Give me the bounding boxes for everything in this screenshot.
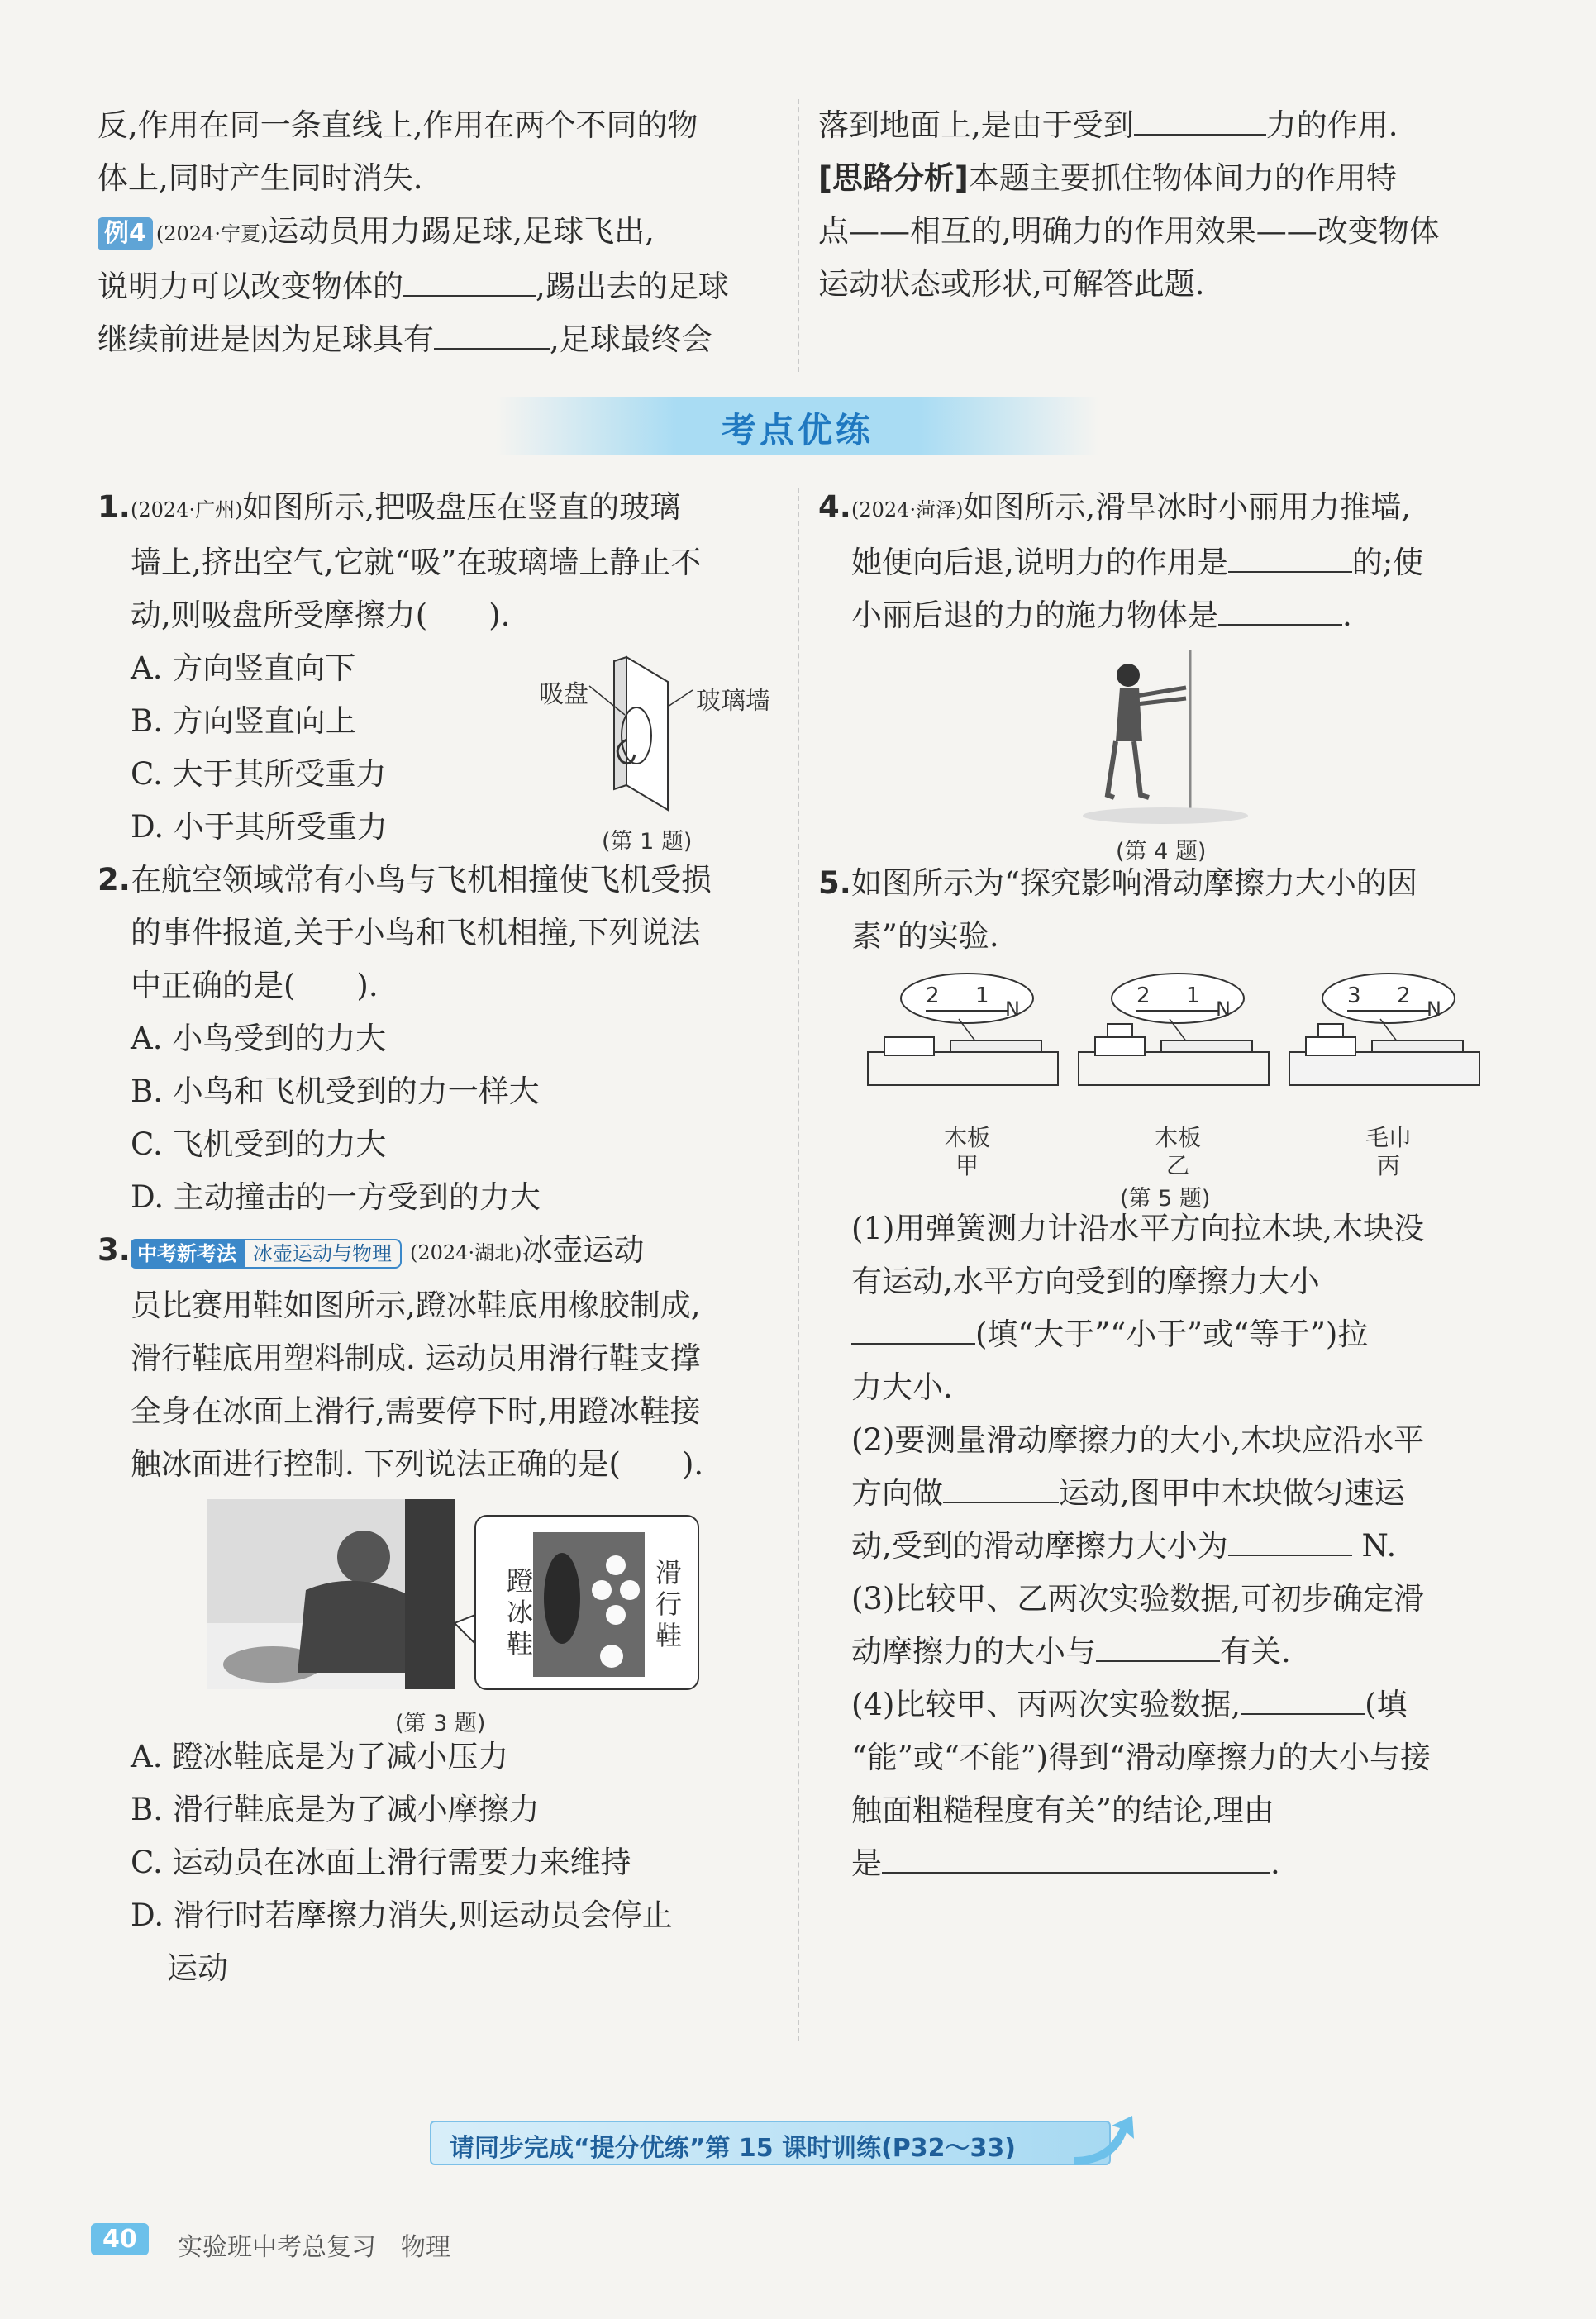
arrow-icon bbox=[1074, 2116, 1141, 2169]
text-line: 触冰面进行控制. 下列说法正确的是( ). bbox=[131, 1446, 704, 1482]
text-line: 有运动,水平方向受到的摩擦力大小 bbox=[851, 1264, 1320, 1299]
text: 她便向后退,说明力的作用是 bbox=[851, 545, 1228, 580]
topic-tag: 冰壶运动与物理 bbox=[243, 1239, 402, 1269]
example-badge: 例4 bbox=[98, 217, 153, 250]
example-4 bbox=[98, 205, 785, 260]
sync-practice-note bbox=[430, 2116, 1157, 2169]
text-line: (3)比较甲、乙两次实验数据,可初步确定滑 bbox=[851, 1581, 1425, 1617]
question-5 bbox=[818, 857, 1506, 1890]
page-number: 40 bbox=[91, 2223, 149, 2255]
curling-figure bbox=[131, 1491, 785, 1736]
text-line bbox=[851, 1679, 1506, 1731]
text: 运动,图甲中木块做匀速运 bbox=[1059, 1475, 1405, 1511]
question-number: 3. bbox=[98, 1232, 131, 1268]
book-title: 实验班中考总复习 物理 bbox=[178, 2233, 450, 2262]
text: 方向做 bbox=[851, 1475, 943, 1511]
text-line: (1)用弹簧测力计沿水平方向拉木块,木块没 bbox=[851, 1211, 1425, 1246]
text-line: “能”或“不能”)得到“滑动摩擦力的大小与接 bbox=[851, 1740, 1432, 1775]
text-line bbox=[851, 1467, 1506, 1520]
text: 说明力可以改变物体的 bbox=[98, 269, 403, 304]
scale-reading: 1 bbox=[975, 983, 989, 1008]
text-line bbox=[851, 1626, 1506, 1679]
text: ,踢出去的足球 bbox=[536, 269, 729, 304]
option-d[interactable]: D. 主动撞击的一方受到的力大 bbox=[131, 1179, 541, 1215]
text: (填“大于”“小于”或“等于”)拉 bbox=[975, 1317, 1369, 1352]
text: 在航空领域常有小鸟与飞机相撞使飞机受损 bbox=[131, 862, 712, 898]
text: 是 bbox=[851, 1845, 882, 1881]
setup-name: 乙 bbox=[1166, 1152, 1190, 1179]
surface-label: 木板 bbox=[944, 1124, 991, 1151]
option-d-continued: 运动 bbox=[167, 1950, 228, 1986]
text: 本题主要抓住物体间力的作用特 bbox=[968, 160, 1397, 196]
text-line: 运动状态或形状,可解答此题. bbox=[818, 266, 1205, 302]
option-c[interactable]: C. 大于其所受重力 bbox=[131, 756, 387, 792]
setup-name: 甲 bbox=[955, 1152, 979, 1179]
caption-q5: (第 5 题) bbox=[1120, 1186, 1211, 1212]
text: 动摩擦力的大小与 bbox=[851, 1634, 1096, 1669]
text-line: 的事件报道,关于小鸟和飞机相撞,下列说法 bbox=[131, 915, 701, 950]
scale-unit: N bbox=[1005, 998, 1020, 1021]
text: 继续前进是因为足球具有 bbox=[98, 321, 434, 357]
text: ,足球最终会 bbox=[550, 321, 712, 357]
text: 冰壶运动 bbox=[522, 1232, 645, 1268]
text-line: 触面粗糙程度有关”的结论,理由 bbox=[851, 1793, 1274, 1828]
question-4 bbox=[818, 481, 1506, 864]
text: 有关. bbox=[1220, 1634, 1291, 1669]
answer-blank[interactable] bbox=[943, 1474, 1059, 1503]
text-line bbox=[851, 536, 1506, 589]
source-tag: (2024·湖北) bbox=[410, 1241, 522, 1264]
text: 力的作用. bbox=[1265, 107, 1398, 143]
scale-unit: N bbox=[1427, 998, 1441, 1021]
answer-blank[interactable] bbox=[1228, 1526, 1352, 1556]
answer-blank[interactable] bbox=[851, 1315, 975, 1345]
text-line: 力大小. bbox=[851, 1369, 953, 1405]
option-a[interactable]: A. 小鸟受到的力大 bbox=[131, 1021, 387, 1056]
curling-photo bbox=[207, 1499, 703, 1698]
text: 运动员用力踢足球,足球飞出, bbox=[268, 213, 655, 249]
scale-reading: 2 bbox=[926, 983, 940, 1008]
scale-unit: N bbox=[1216, 998, 1231, 1021]
text: 小丽后退的力的施力物体是 bbox=[851, 598, 1218, 633]
top-left-block bbox=[98, 99, 785, 366]
new-method-tag: 中考新考法 bbox=[131, 1239, 243, 1269]
text-line bbox=[818, 99, 1506, 152]
analysis-label: [思路分析] bbox=[818, 160, 969, 196]
answer-blank[interactable] bbox=[403, 267, 536, 297]
source-tag: (2024·宁夏) bbox=[155, 222, 269, 245]
answer-blank[interactable] bbox=[1134, 106, 1266, 136]
text: N. bbox=[1351, 1528, 1397, 1564]
text-line bbox=[98, 313, 785, 366]
scale-reading: 1 bbox=[1186, 983, 1200, 1008]
text-line: 墙上,挤出空气,它就“吸”在玻璃墙上静止不 bbox=[131, 545, 702, 580]
question-number: 4. bbox=[818, 489, 851, 525]
label-push-shoe: 蹬冰鞋 bbox=[507, 1565, 534, 1659]
scale-reading: 2 bbox=[1397, 983, 1411, 1008]
option-b[interactable]: B. 小鸟和飞机受到的力一样大 bbox=[131, 1074, 540, 1109]
left-questions bbox=[98, 481, 785, 1995]
skater-illustration bbox=[1083, 650, 1248, 824]
text-line: 员比赛用鞋如图所示,蹬冰鞋底用橡胶制成, bbox=[131, 1288, 701, 1323]
skater-figure bbox=[851, 642, 1506, 864]
text-line bbox=[851, 1520, 1506, 1573]
text: (4)比较甲、丙两次实验数据, bbox=[851, 1687, 1241, 1722]
text-line: 体上,同时产生同时消失. bbox=[98, 160, 423, 196]
option-d[interactable]: D. 小于其所受重力 bbox=[131, 809, 388, 845]
surface-label: 毛巾 bbox=[1365, 1124, 1413, 1151]
source-tag: (2024·广州) bbox=[131, 498, 243, 521]
option-a[interactable]: A. 方向竖直向下 bbox=[131, 650, 356, 686]
text-line: 全身在冰面上滑行,需要停下时,用蹬冰鞋接 bbox=[131, 1393, 701, 1429]
text: 动,受到的滑动摩擦力大小为 bbox=[851, 1528, 1228, 1564]
option-c[interactable]: C. 飞机受到的力大 bbox=[131, 1126, 387, 1162]
text: . bbox=[1270, 1845, 1280, 1881]
friction-experiment-figure bbox=[851, 963, 1506, 1212]
source-tag: (2024·菏泽) bbox=[851, 498, 964, 521]
scale-reading: 2 bbox=[1136, 983, 1151, 1008]
top-right-block bbox=[818, 99, 1506, 311]
answer-blank[interactable] bbox=[1218, 596, 1342, 626]
text-line: 动,则吸盘所受摩擦力( ). bbox=[131, 598, 511, 633]
caption-q3: (第 3 题) bbox=[395, 1711, 486, 1736]
option-d[interactable]: D. 滑行时若摩擦力消失,则运动员会停止 bbox=[131, 1898, 673, 1933]
note-text: 请同步完成“提分优练”第 15 课时训练(P32～33) bbox=[450, 2134, 1016, 2163]
question-number: 2. bbox=[98, 862, 131, 898]
caption-q4: (第 4 题) bbox=[1116, 839, 1207, 864]
scale-reading: 3 bbox=[1347, 983, 1361, 1008]
text: 落到地面上,是由于受到 bbox=[818, 107, 1134, 143]
setup-name: 丙 bbox=[1377, 1152, 1401, 1179]
question-3 bbox=[98, 1224, 785, 1995]
answer-blank[interactable] bbox=[1241, 1685, 1365, 1715]
text-line bbox=[851, 589, 1506, 642]
text-line: 点——相互的,明确力的作用效果——改变物体 bbox=[818, 213, 1440, 249]
q1-options-area bbox=[131, 642, 785, 854]
text-line: 反,作用在同一条直线上,作用在两个不同的物 bbox=[98, 107, 698, 143]
text: . bbox=[1342, 598, 1352, 633]
label-slide-shoe: 滑行鞋 bbox=[655, 1557, 683, 1651]
text-line: (2)要测量滑动摩擦力的大小,木块应沿水平 bbox=[851, 1422, 1425, 1458]
section-banner bbox=[496, 397, 1099, 455]
text-line: 中正确的是( ). bbox=[131, 968, 379, 1003]
answer-blank[interactable] bbox=[1096, 1632, 1220, 1662]
text-line bbox=[851, 1308, 1506, 1361]
column-divider bbox=[798, 99, 799, 372]
option-b[interactable]: B. 方向竖直向上 bbox=[131, 703, 356, 739]
question-2 bbox=[98, 854, 785, 1224]
question-1 bbox=[98, 481, 785, 855]
text: 的;使 bbox=[1351, 545, 1424, 580]
answer-blank[interactable] bbox=[882, 1844, 1270, 1874]
text-line: 滑行鞋底用塑料制成. 运动员用滑行鞋支撑 bbox=[131, 1340, 701, 1376]
question-number: 5. bbox=[818, 865, 851, 901]
analysis bbox=[818, 152, 1506, 205]
option-c[interactable]: C. 运动员在冰面上滑行需要力来维持 bbox=[131, 1845, 631, 1880]
question-number: 1. bbox=[98, 489, 131, 525]
option-b[interactable]: B. 滑行鞋底是为了减小摩擦力 bbox=[131, 1792, 540, 1827]
text-line: 素”的实验. bbox=[851, 918, 999, 954]
surface-label: 木板 bbox=[1155, 1124, 1202, 1151]
text-line bbox=[98, 260, 785, 313]
caption-q1: (第 1 题) bbox=[602, 829, 693, 855]
section-title: 考点优练 bbox=[721, 410, 874, 450]
text: 如图所示,把吸盘压在竖直的玻璃 bbox=[242, 489, 681, 525]
answer-blank[interactable] bbox=[434, 320, 550, 350]
option-a[interactable]: A. 蹬冰鞋底是为了减小压力 bbox=[131, 1739, 509, 1774]
right-questions bbox=[818, 481, 1506, 1890]
answer-blank[interactable] bbox=[1228, 543, 1352, 573]
text: (填 bbox=[1365, 1687, 1408, 1722]
label-suction-cup: 吸盘 bbox=[539, 680, 588, 709]
label-glass-wall: 玻璃墙 bbox=[696, 687, 770, 716]
text-line bbox=[851, 1837, 1506, 1890]
text: 如图所示为“探究影响滑动摩擦力大小的因 bbox=[851, 865, 1417, 901]
text: 如图所示,滑旱冰时小丽用力推墙, bbox=[963, 489, 1411, 525]
